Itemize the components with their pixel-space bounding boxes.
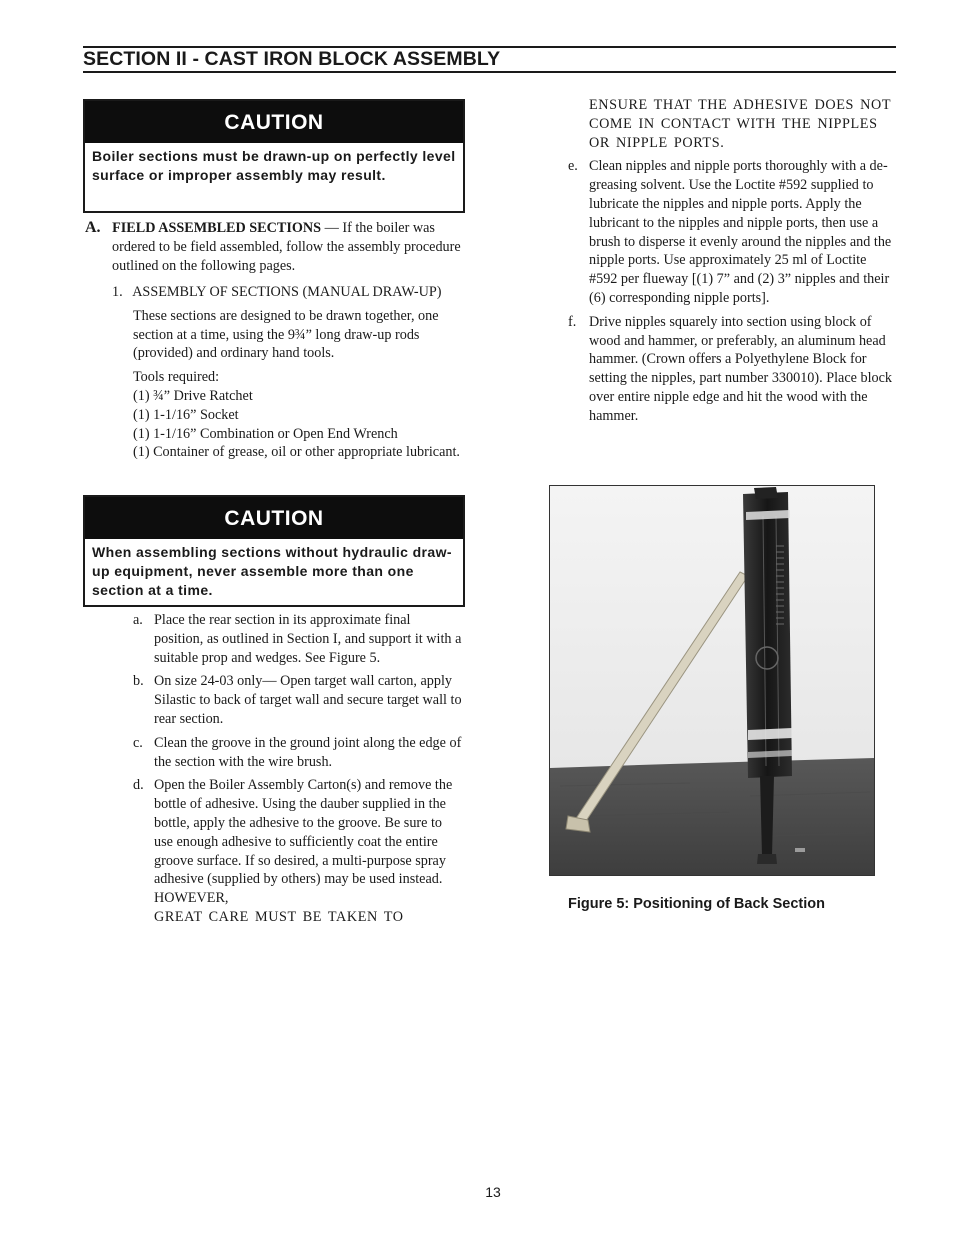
step-text: On size 24-03 only— Open target wall carton, apply Silastic to back of target wall and secure target wall to rear section.: [154, 673, 462, 727]
step-letter: b.: [133, 673, 144, 690]
tool-item: (1) ¾” Drive Ratchet: [133, 387, 253, 404]
step-text: Clean nipples and nipple ports thoroughly with a de-greasing solvent. Use the Loctite #592 supplied to lubricate the nipples and nipple ports. Apply the lubricant to the nipples and nipple ports, then use a brush to disperse it evenly around the nipples and the nipple ports. Use approximately 25 ml of Loctite #592 per flueway [(1) 7” and (2) 3” nipples and their (6) corresponding nipple ports].: [589, 158, 892, 306]
caution-heading: CAUTION: [85, 497, 463, 539]
tool-item: (1) 1-1/16” Combination or Open End Wrench: [133, 425, 398, 442]
tools-list: [112, 368, 462, 462]
section-title: SECTION II - CAST IRON BLOCK ASSEMBLY: [83, 48, 501, 70]
tool-item: (1) 1-1/16” Socket: [133, 406, 239, 423]
section-a-block: [85, 219, 463, 280]
caution-text: When assembling sections without hydraulic draw-up equipment, never assemble more than one section at a time.: [92, 544, 452, 598]
step-letter: d.: [133, 777, 144, 794]
step-1-number: 1.: [112, 284, 123, 300]
page-number: 13: [485, 1184, 501, 1200]
step-item-d: [133, 776, 463, 908]
step-item-f: [568, 313, 892, 426]
caution-heading: CAUTION: [85, 101, 463, 143]
tool-item: (1) Container of grease, oil or other appropriate lubricant.: [133, 444, 460, 461]
section-a-paragraph: [85, 219, 463, 275]
section-a-heading: FIELD ASSEMBLED SECTIONS: [112, 220, 322, 236]
step-item-c: [133, 734, 463, 772]
steps-right-list: [568, 96, 892, 431]
step-item-a: [133, 611, 463, 667]
step-text: Drive nipples squarely into section using block of wood and hammer, or preferably, an aluminum head hammer. (Crown offers a Polyethylene Block for setting the nipples, part number 330010). Place block over entire nipple edge and hit the wood with the hammer.: [589, 313, 892, 424]
step-letter: a.: [133, 612, 143, 628]
step-d-caps-warning-part1: GREAT CARE MUST BE TAKEN TO: [154, 908, 404, 925]
tools-heading: Tools required:: [133, 369, 220, 386]
step-1-heading: ASSEMBLY OF SECTIONS (MANUAL DRAW-UP): [132, 284, 442, 300]
caution-text: Boiler sections must be drawn-up on perfectly level surface or improper assembly may result.: [92, 148, 456, 183]
figure-5-photo: [549, 485, 875, 876]
figure-caption: Figure 5: Positioning of Back Section: [568, 896, 825, 912]
steps-left-list: [133, 611, 463, 927]
step-text: Open the Boiler Assembly Carton(s) and remove the bottle of adhesive. Using the dauber supplied in the bottle, apply the adhesive to the groove. Be sure to use enough adhesive to sufficiently coat the entire groove surface. If so desired, a multi-purpose spray adhesive (supplied by others) may be used instead. HOWEVER,: [154, 777, 453, 907]
step-item-e: [568, 157, 892, 307]
step-1-heading-line: [112, 283, 462, 302]
step-text: Clean the groove in the ground joint along the edge of the section with the wire brush.: [154, 734, 462, 770]
step-letter: f.: [568, 313, 577, 330]
step-letter: e.: [568, 158, 578, 175]
step-text: Place the rear section in its approximate final position, as outlined in Section I, and support it with a suitable prop and wedges. See Figure 5.: [154, 612, 462, 666]
boiler-back-section-illustration: [550, 486, 874, 875]
step-d-caps-warning-part2: ENSURE THAT THE ADHESIVE DOES NOT COME IN CONTACT WITH THE NIPPLES OR NIPPLE PORTS.: [589, 97, 891, 151]
caution-box-level-surface: [83, 99, 465, 213]
caution-box-one-section: [83, 495, 465, 607]
step-1-description: These sections are designed to be drawn together, one section at a time, using the 9¾” long draw-up rods (provided) and ordinary hand tools.: [133, 307, 439, 362]
section-a-label: A.: [85, 219, 101, 236]
step-letter: c.: [133, 734, 143, 751]
header-rule-bottom: [83, 71, 896, 73]
step-1-block: [112, 283, 462, 462]
step-item-b: [133, 672, 463, 728]
section-a-text: — If the boiler was ordered to be field assembled, follow the assembly procedure outlined on the following pages.: [112, 220, 461, 274]
